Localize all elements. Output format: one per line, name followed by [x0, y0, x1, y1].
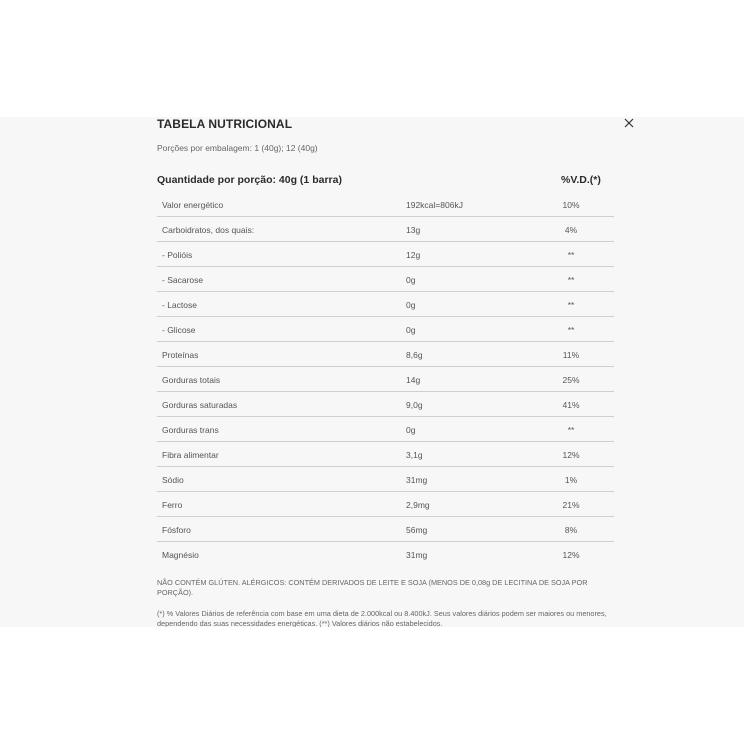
nutrient-name: Fibra alimentar — [162, 450, 219, 460]
nutrient-amount: 0g — [406, 325, 416, 335]
table-row — [157, 217, 614, 242]
nutrient-vd: 12% — [562, 550, 580, 560]
nutrient-amount: 31mg — [406, 550, 428, 560]
nutrient-name: Gorduras trans — [162, 425, 219, 435]
nutrient-vd: ** — [567, 275, 575, 285]
nutrient-vd: ** — [567, 325, 575, 335]
nutrient-name: Gorduras saturadas — [162, 400, 238, 410]
modal-title: TABELA NUTRICIONAL — [157, 117, 293, 131]
nutrient-amount: 56mg — [406, 525, 428, 535]
nutrient-amount: 192kcal=806kJ — [406, 200, 463, 210]
nutrient-vd: 21% — [562, 500, 580, 510]
table-row — [157, 517, 614, 542]
nutrient-name: Fósforo — [162, 525, 191, 535]
table-row — [157, 342, 614, 367]
allergen-note: NÃO CONTÉM GLÚTEN. ALÉRGICOS: CONTÉM DERIVADOS DE LEITE E SOJA (MENOS DE 0,08g DE LECITINA DE SOJA POR PORÇÃO). — [157, 578, 588, 597]
nutrient-name: Sódio — [162, 475, 184, 485]
nutrition-modal — [0, 117, 744, 627]
nutrition-table — [157, 192, 614, 567]
nutrient-vd: 4% — [564, 225, 578, 235]
nutrient-amount: 2,9mg — [406, 500, 430, 510]
nutrient-name: Proteínas — [162, 350, 199, 360]
nutrient-name: Carboidratos, dos quais: — [162, 225, 255, 235]
nutrient-name: Valor energético — [162, 200, 224, 210]
table-row — [157, 467, 614, 492]
nutrient-amount: 12g — [406, 250, 421, 260]
nutrient-amount: 8,6g — [406, 350, 423, 360]
table-row — [157, 267, 614, 292]
nutrient-vd: 25% — [562, 375, 580, 385]
table-row — [157, 492, 614, 517]
vd-header: %V.D.(*) — [561, 174, 601, 186]
nutrient-amount: 13g — [406, 225, 421, 235]
nutrient-vd: 1% — [564, 475, 578, 485]
nutrient-name: Magnésio — [162, 550, 199, 560]
nutrient-name: - Glicose — [162, 325, 196, 335]
table-row — [157, 417, 614, 442]
nutrient-name: - Lactose — [162, 300, 197, 310]
nutrient-vd: 12% — [562, 450, 580, 460]
nutrient-name: Gorduras totais — [162, 375, 221, 385]
nutrient-amount: 14g — [406, 375, 421, 385]
nutrient-amount: 3,1g — [406, 450, 423, 460]
nutrient-vd: ** — [567, 425, 575, 435]
nutrient-vd: ** — [567, 300, 575, 310]
table-row — [157, 242, 614, 267]
nutrient-vd: ** — [567, 250, 575, 260]
nutrient-amount: 31mg — [406, 475, 428, 485]
close-icon[interactable] — [622, 117, 636, 130]
table-row — [157, 392, 614, 417]
nutrient-name: - Sacarose — [162, 275, 204, 285]
table-row — [157, 542, 614, 567]
table-row — [157, 367, 614, 392]
nutrient-vd: 11% — [562, 350, 580, 360]
nutrient-amount: 9,0g — [406, 400, 423, 410]
nutrient-amount: 0g — [406, 300, 416, 310]
nutrient-vd: 41% — [562, 400, 580, 410]
nutrient-name: Ferro — [162, 500, 183, 510]
quantity-header: Quantidade por porção: 40g (1 barra) — [157, 174, 342, 186]
nutrient-vd: 10% — [562, 200, 580, 210]
table-row — [157, 442, 614, 467]
nutrient-vd: 8% — [564, 525, 578, 535]
nutrient-amount: 0g — [406, 425, 416, 435]
nutrient-name: - Polióis — [162, 250, 193, 260]
nutrient-amount: 0g — [406, 275, 416, 285]
table-row — [157, 192, 614, 217]
table-row — [157, 292, 614, 317]
portions-text: Porções por embalagem: 1 (40g); 12 (40g) — [157, 143, 318, 153]
footnote: (*) % Valores Diários de referência com base em uma dieta de 2.000kcal ou 8.400kJ. Seus valores diários podem ser maiores ou menores, dependendo das suas necessidades energéticas. (**) Valores diários não estabelecidos. — [157, 609, 607, 627]
table-row — [157, 317, 614, 342]
